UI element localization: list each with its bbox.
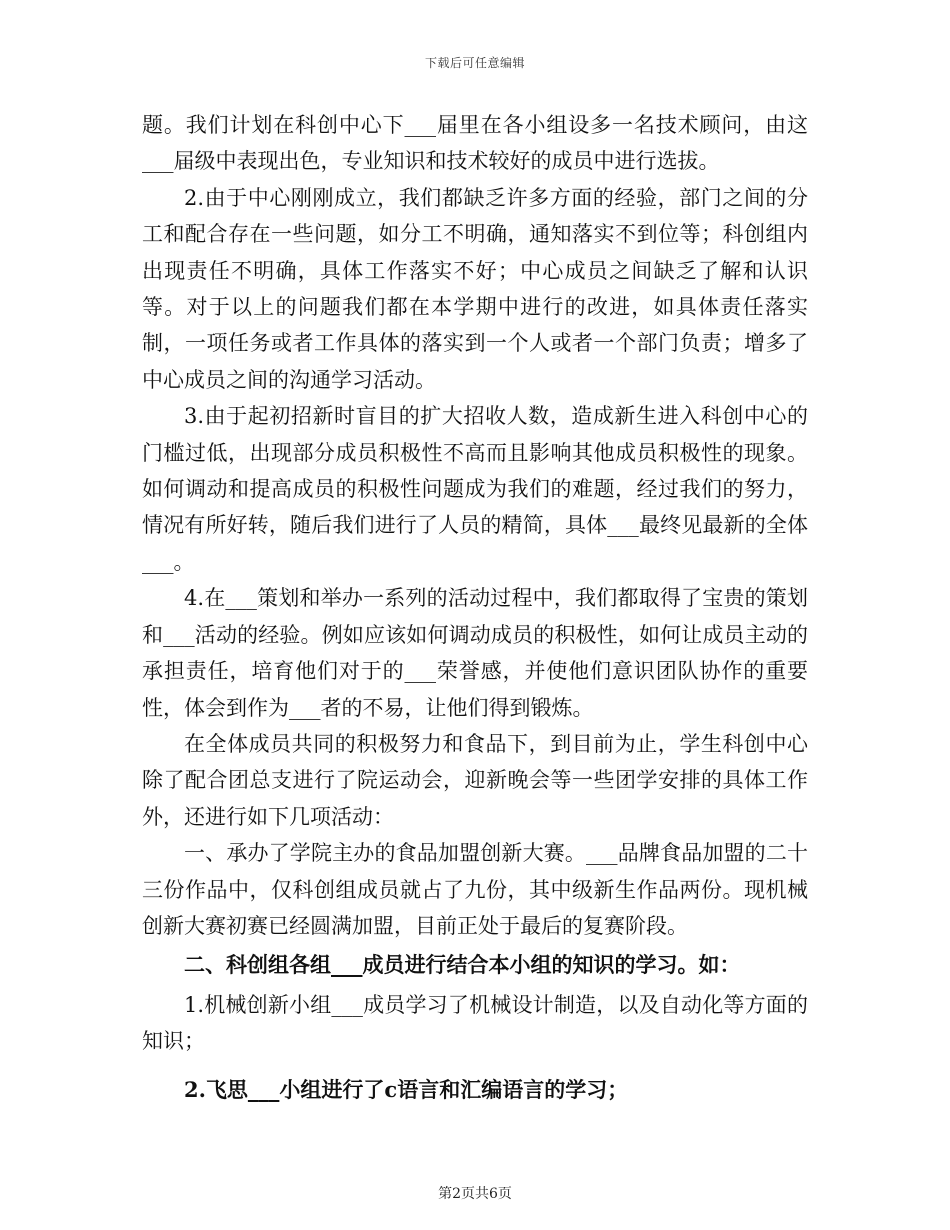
paragraph-subitem-1: 1.机械创新小组___成员学习了机械设计制造，以及自动化等方面的知识； <box>142 992 808 1054</box>
paragraph-item-2: 2.由于中心刚刚成立，我们都缺乏许多方面的经验，部门之间的分工和配合存在一些问题，如分工不明确，通知落实不到位等；科创组内出现责任不明确，具体工作落实不好；中心成员之间缺乏了解和认识等。对于以上的问题我们都在本学期中进行的改进，如具体责任落实制，一项任务或者工作具体的落实到一个人或者一个部门负责；增多了中心成员之间的沟通学习活动。 <box>142 185 808 392</box>
paragraph-activity-2-heading: 二、科创组各组___成员进行结合本小组的知识的学习。如： <box>184 952 741 978</box>
page-header-note: 下载后可任意编辑 <box>424 56 525 70</box>
paragraph-subitem-2: 2.飞思___小组进行了c语言和汇编语言的学习； <box>184 1076 629 1102</box>
paragraph-continuation: 题。我们计划在科创中心下___届里在各小组设多一名技术顾问，由这___届级中表现出色，专业知识和技术较好的成员中进行选拔。 <box>142 113 808 174</box>
document-body <box>142 107 808 1111</box>
paragraph-item-3: 3.由于起初招新时盲目的扩大招收人数，造成新生进入科创中心的门槛过低，出现部分成员积极性不高而且影响其他成员积极性的现象。如何调动和提高成员的积极性问题成为我们的难题，经过我们的努力，情况有所好转，随后我们进行了人员的精简，具体___最终见最新的全体___。 <box>142 404 808 574</box>
page-number: 第2页共6页 <box>438 1186 512 1202</box>
paragraph-activity-1: 一、承办了学院主办的食品加盟创新大赛。___品牌食品加盟的二十三份作品中，仅科创组成员就占了九份，其中级新生作品两份。现机械创新大赛初赛已经圆满加盟，目前正处于最后的复赛阶段。 <box>142 841 808 938</box>
paragraph-item-4: 4.在___策划和举办一系列的活动过程中，我们都取得了宝贵的策划和___活动的经验。例如应该如何调动成员的积极性，如何让成员主动的承担责任，培育他们对于的___荣誉感，并使他们意识团队协作的重要性，体会到作为___者的不易，让他们得到锻炼。 <box>142 586 808 720</box>
paragraph-summary: 在全体成员共同的积极努力和食品下，到目前为止，学生科创中心除了配合团总支进行了院运动会，迎新晚会等一些团学安排的具体工作外，还进行如下几项活动： <box>142 731 808 829</box>
